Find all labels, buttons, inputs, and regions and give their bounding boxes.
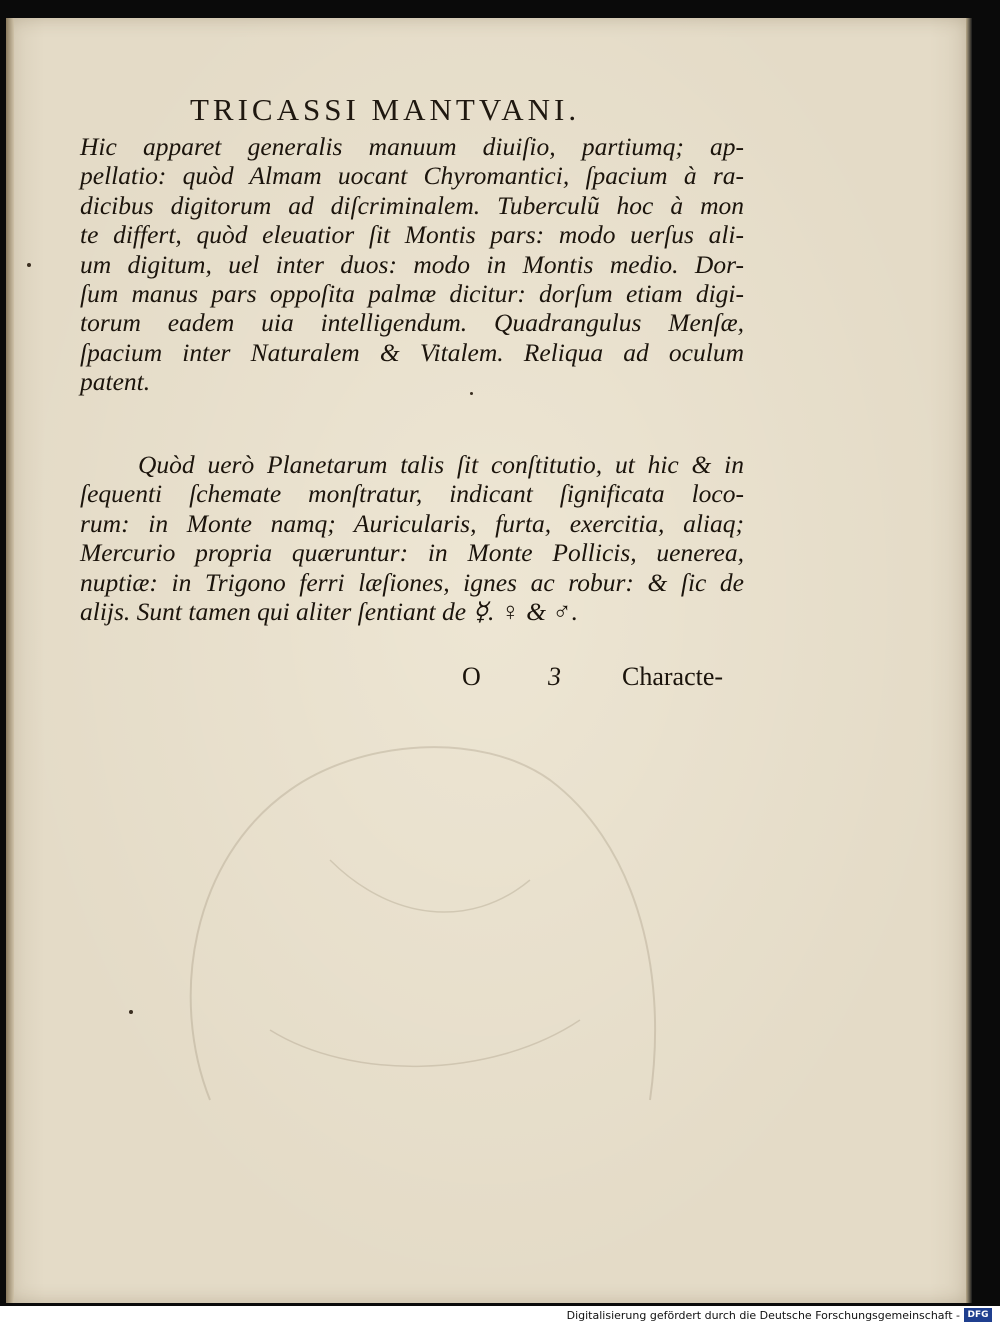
text-line: Mercurio propria quæruntur: in Monte Pollicis, uenerea, xyxy=(80,538,744,568)
signature-mark: O xyxy=(462,662,481,691)
ink-speck xyxy=(129,1010,133,1014)
text-line: alijs. Sunt tamen qui aliter ſentiant de ☿. ♀ & ♂. xyxy=(80,597,578,627)
text-line: ſpacium inter Naturalem & Vitalem. Reliqua ad oculum xyxy=(80,337,744,367)
page-spine-edge xyxy=(6,18,14,1303)
paragraph-2 xyxy=(80,450,744,626)
text-line: rum: in Monte namq; Auricularis, furta, exercitia, aliaq; xyxy=(80,508,744,538)
dfg-logo-icon: DFG xyxy=(964,1308,992,1322)
text-line: Hic apparet generalis manuum diuiſio, partiumq; ap- xyxy=(80,132,744,161)
paragraph-1 xyxy=(80,132,744,397)
signature-number: 3 xyxy=(548,662,561,691)
running-head: TRICASSI MANTVANI. xyxy=(190,92,581,127)
text-line: ſequenti ſchemate monſtratur, indicant ſignificata loco- xyxy=(80,479,744,509)
text-line: um digitum, uel inter duos: modo in Montis medio. Dor- xyxy=(80,249,744,279)
footer-bar xyxy=(0,1306,1000,1325)
text-line: Quòd uerò Planetarum talis ſit conſtitutio, ut hic & in xyxy=(138,450,744,479)
catchword: Characte- xyxy=(622,662,724,691)
text-line: ſum manus pars oppoſita palmæ dicitur: dorſum etiam digi- xyxy=(80,279,744,309)
text-line: nuptiæ: in Trigono ferri læſiones, ignes ac robur: & ſic de xyxy=(80,567,744,597)
text-line: patent. xyxy=(80,367,151,397)
text-line: pellatio: quòd Almam uocant Chyromantici, ſpacium à ra- xyxy=(80,161,744,191)
text-line: te differt, quòd eleuatior ſit Montis pars: modo uerſus ali- xyxy=(80,220,744,250)
text-line: dicibus digitorum ad diſcriminalem. Tuberculũ hoc à mon xyxy=(80,190,744,220)
ink-speck xyxy=(27,263,31,267)
funding-credit: Digitalisierung gefördert durch die Deutsche Forschungsgemeinschaft - xyxy=(566,1309,960,1322)
show-through-hand-drawing xyxy=(150,700,710,1120)
page-right-edge xyxy=(966,18,972,1303)
text-line: torum eadem uia intelligendum. Quadrangulus Menſæ, xyxy=(80,308,744,338)
